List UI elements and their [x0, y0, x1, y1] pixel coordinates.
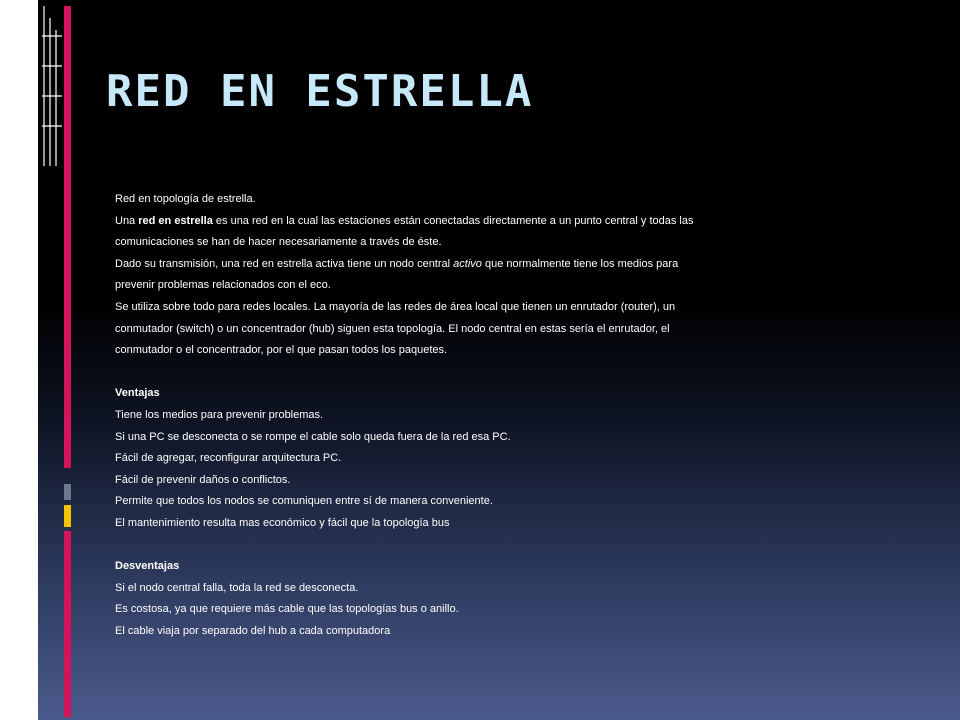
desventaja-item: Si el nodo central falla, toda la red se desconecta. — [115, 581, 359, 594]
definition-line: Una red en estrella es una red en la cual las estaciones están conectadas directamente a un punto central y todas las — [115, 214, 694, 227]
desventaja-item: El cable viaja por separado del hub a cada computadora — [115, 624, 391, 637]
usage-line-3: conmutador o el concentrador, por el que pasan todos los paquetes. — [115, 344, 448, 357]
ventajas-heading: Ventajas — [115, 387, 160, 400]
ventaja-item: Tiene los medios para prevenir problemas. — [115, 408, 324, 421]
accent-bar-gray — [64, 484, 71, 500]
definition-line-2: comunicaciones se han de hacer necesariamente a través de éste. — [115, 236, 442, 249]
spacer — [115, 362, 835, 384]
slide-left-margin — [0, 0, 38, 720]
slide-body — [115, 189, 835, 642]
desventajas-heading: Desventajas — [115, 560, 180, 573]
spacer — [115, 535, 835, 557]
accent-bar-magenta-bottom — [64, 531, 71, 717]
slide-title: RED EN ESTRELLA — [106, 66, 534, 117]
accent-bar-yellow — [64, 505, 71, 527]
usage-line-2: conmutador (switch) o un concentrador (hub) siguen esta topología. El nodo central en estas sería el enrutador, el — [115, 322, 670, 335]
ventaja-item: Permite que todos los nodos se comuniquen entre sí de manera conveniente. — [115, 495, 493, 508]
active-line-2: prevenir problemas relacionados con el eco. — [115, 279, 331, 292]
ventaja-item: El mantenimiento resulta mas económico y fácil que la topología bus — [115, 516, 450, 529]
desventaja-item: Es costosa, ya que requiere más cable que las topologías bus o anillo. — [115, 603, 459, 616]
ventaja-item: Fácil de prevenir daños o conflictos. — [115, 473, 291, 486]
active-term: activo — [453, 257, 482, 270]
ventaja-item: Fácil de agregar, reconfigurar arquitectura PC. — [115, 452, 342, 465]
definition-term: red en estrella — [138, 214, 213, 227]
decorative-lines-graphic — [42, 6, 76, 166]
usage-line-1: Se utiliza sobre todo para redes locales. La mayoría de las redes de área local que tienen un enrutador (router), un — [115, 300, 676, 313]
active-line: Dado su transmisión, una red en estrella activa tiene un nodo central activo que normalmente tiene los medios para — [115, 257, 679, 270]
intro-line: Red en topología de estrella. — [115, 193, 256, 205]
ventaja-item: Si una PC se desconecta o se rompe el cable solo queda fuera de la red esa PC. — [115, 430, 511, 443]
